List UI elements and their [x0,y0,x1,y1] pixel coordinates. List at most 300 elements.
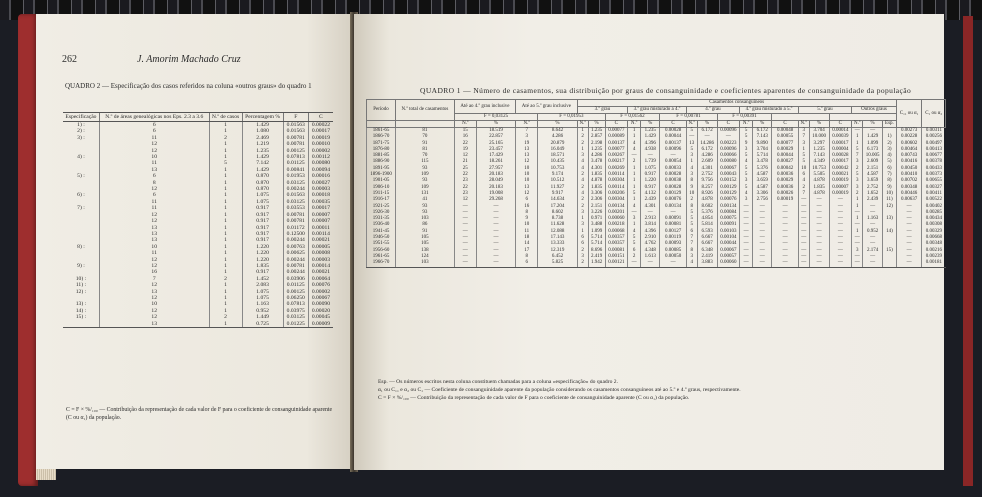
table-cell: — [641,260,660,267]
table-cell: 9.890 [753,141,772,147]
table-cell: 3.659 [863,178,883,184]
column-header: Percentagem % [242,113,283,122]
table-cell: — [772,222,798,228]
table-cell: 0.03975 [283,308,308,314]
table-cell: 20.879 [538,141,577,147]
table-cell: 0.00416 [896,159,922,165]
table-cell: 1 [577,216,588,222]
table-cell: — [686,134,697,140]
table-cell: 0.00080 [308,160,333,166]
table-cell: 0.00781 [283,212,308,218]
table-cell: — [798,248,809,254]
table-cell: 12 [99,218,209,224]
table-cell: 91 [396,141,455,147]
quadro-1-title: QUADRO 1 — Número de casamentos, sua distribuição por graus de consanguinidade e coeficientes aparentes de consanguinidade da população [420,86,912,95]
table-cell: 1 [209,308,242,314]
table-cell: — [798,229,809,235]
table-cell: 6 [798,172,809,178]
column-header: N.º [628,121,641,128]
table-cell [63,321,99,328]
table-cell: 0.00129 [717,185,740,191]
table-cell: — [896,210,922,216]
table-cell: 6) : [77,192,85,199]
table-cell: 0.00033 [660,166,686,172]
table-cell: 3.306 [753,191,772,197]
table-cell: — [772,216,798,222]
table-cell: 5) [882,159,896,165]
table-cell: — [454,260,476,267]
table-cell: 6.172 [697,147,717,153]
table-cell: 0.00125 [283,148,308,154]
table-cell: 6 [516,197,538,203]
table-cell: 4.396 [641,229,660,235]
table-cell: 0.917 [242,269,283,275]
table-cell: 0.00008 [308,250,333,256]
table-cell: — [852,260,863,267]
table-cell: 0.00017 [308,128,333,134]
table-cell: 16 [516,204,538,210]
table-cell: 0.01563 [283,128,308,134]
table-cell: 19 [516,141,538,147]
table-cell: — [772,254,798,260]
table-cell: 1.835 [242,263,283,269]
table-cell: — [863,254,883,260]
table-cell: 0.00014 [308,263,333,269]
table-cell: 11 [99,135,209,141]
table-cell: — [476,235,515,241]
table-cell: 16 [99,269,209,275]
table-cell: — [852,235,863,241]
table-cell: 9 [686,185,697,191]
quadro-1-table [366,99,946,268]
table-cell: 5.814 [697,222,717,228]
table-cell: 9.756 [697,178,717,184]
table-cell: 1 [209,269,242,275]
table-cell: — [896,204,922,210]
table-cell: 9 [516,216,538,222]
table-cell: 12 [516,191,538,197]
table-cell: 0.00137 [605,141,628,147]
table-cell: 1.075 [641,166,660,172]
table-cell: 0.00218 [605,222,628,228]
table-cell: — [829,254,852,260]
column-header: Até ao 5.º grau inclusive [516,100,577,114]
table-cell: 0.00028 [829,153,852,159]
table-cell: 0.00017 [829,141,852,147]
table-cell: 1 [209,186,242,192]
table-cell: 0.00007 [308,212,333,218]
table-cell: 1 [209,154,242,160]
table-cell: 4.286 [697,153,717,159]
table-cell: 138 [396,248,455,254]
table-row [367,128,946,135]
table-cell: 10.000 [809,134,829,140]
table-cell: — [476,241,515,247]
table-cell: 0.00028 [660,128,686,135]
table-cell: 1 [852,141,863,147]
table-cell: — [798,260,809,267]
table-cell: 109 [396,185,455,191]
table-cell: 1 [209,225,242,231]
table-cell: 8.602 [697,204,717,210]
table-cell: 10 [516,222,538,228]
table-cell: 0.00841 [283,167,308,173]
table-cell: 20.183 [476,172,515,178]
table-cell: 2 [628,159,641,165]
table-cell: 0.00057 [717,254,740,260]
table-cell: 0.00119 [660,235,686,241]
table-cell: 1966-70 [367,260,396,267]
table-cell: 5 [798,159,809,165]
table-cell: 6.173 [863,147,883,153]
table-cell: 9.917 [538,191,577,197]
table-cell: 0.00602 [896,141,922,147]
column-header: Esp. [882,121,896,128]
table-cell: 12) [882,204,896,210]
table-cell: 22 [454,172,476,178]
table-cell: 0.00625 [283,250,308,256]
table-cell: 7) : [77,205,85,212]
table-cell: 10 [516,172,538,178]
table-cell: 1951-55 [367,241,396,247]
table-cell: 4.396 [641,141,660,147]
table-cell: 0.00103 [717,229,740,235]
table-cell: — [660,153,686,159]
table-cell: 9 [740,141,753,147]
table-cell: 0.00026 [772,191,798,197]
table-cell: 11) : [75,282,87,289]
table-cell: 5 [686,147,697,153]
table-cell: 1.080 [242,128,283,134]
table-cell: 70 [396,153,455,159]
table-cell: 0.00763 [283,244,308,250]
table-cell: 17.204 [538,204,577,210]
table-cell: — [772,248,798,254]
table-cell: 0.952 [242,308,283,314]
table-cell: 4) : [77,154,85,161]
table-cell: 0.00329 [922,229,946,235]
table-cell: — [798,204,809,210]
table-cell: 0.00076 [308,282,333,288]
table-cell: — [896,260,922,267]
table-cell: 7 [852,153,863,159]
table-cell: 0.00043 [717,172,740,178]
table-cell: 0.00084 [717,210,740,216]
table-cell: 21 [454,159,476,165]
table-cell: 0.00091 [660,216,686,222]
table-cell: 1891-95 [367,166,396,172]
table-cell: 5 [740,166,753,172]
table-cell: 10) [882,191,896,197]
table-cell: 12 [99,186,209,192]
table-cell: 0.00311 [922,128,946,135]
table-cell: 2.752 [863,185,883,191]
table-cell: — [829,235,852,241]
table-cell: — [829,248,852,254]
table-cell: 2.469 [242,135,283,141]
table-cell: — [476,204,515,210]
table-cell: — [798,197,809,203]
table-cell: — [772,260,798,267]
table-cell: — [753,204,772,210]
table-cell: 3.704 [809,128,829,135]
table-cell: 20.183 [476,185,515,191]
table-cell: 2.439 [863,197,883,203]
column-header: Período [367,100,396,121]
table-cell: 0.00075 [717,216,740,222]
table-cell: 0.00244 [283,237,308,243]
table-cell: 0.00373 [922,172,946,178]
table-cell: 1.235 [809,147,829,153]
table-cell: 1 [209,199,242,205]
table-cell: 1931-35 [367,216,396,222]
table-cell: 1.429 [242,122,283,129]
table-cell: 2 [686,197,697,203]
table-cell: 0.00050 [660,254,686,260]
table-cell: 0.870 [242,180,283,186]
table-cell: 2.151 [863,166,883,172]
table-cell: 1.099 [588,229,605,235]
table-cell: 6.172 [753,128,772,135]
table-cell: 10.753 [809,166,829,172]
table-cell: 0.00080 [717,159,740,165]
table-cell: 12 [99,295,209,301]
table-cell: 0.00201 [605,210,628,216]
table-cell: 1 [628,197,641,203]
table-cell: 3.478 [753,159,772,165]
table-cell: 6 [99,173,209,179]
table-cell: 1 [798,147,809,153]
table-cell: 1.163 [242,301,283,307]
table-cell: 1) [882,134,896,140]
table-cell: 3 [852,248,863,254]
table-cell: 3 [686,254,697,260]
table-cell: 3 [852,159,863,165]
table-cell: 18.519 [476,128,515,135]
table-cell: — [753,229,772,235]
table-cell: 115 [396,159,455,165]
page-number: 262 [62,54,77,65]
table-cell: — [740,235,753,241]
table-cell: 0.00081 [660,222,686,228]
table-cell: 4 [577,159,588,165]
table-cell: 10.512 [538,178,577,184]
table-cell: — [863,210,883,216]
table-cell: 2.756 [753,197,772,203]
table-cell: — [829,260,852,267]
table-cell: 5 [852,147,863,153]
table-cell: 0.03125 [283,180,308,186]
table-cell: 12 [516,159,538,165]
table-cell: — [863,241,883,247]
table-cell: 1.449 [242,314,283,320]
column-header: % [588,121,605,128]
table-cell: 0.00411 [922,191,946,197]
table-cell: 3.883 [697,260,717,267]
table-cell: 0.00027 [308,180,333,186]
table-cell: 3) [882,147,896,153]
table-cell: 0.00090 [308,301,333,307]
f-value-header: F = 0,01953 [538,114,605,121]
column-header: N.º [798,121,809,128]
table-cell: 4 [628,147,641,153]
table-cell: 22 [454,141,476,147]
table-cell: 13 [686,141,697,147]
table-cell: 12) : [75,288,87,295]
table-cell: 1 [209,263,242,269]
table-cell: 1.075 [242,199,283,205]
table-cell: — [454,248,476,254]
f-value-header: F = 0,03125 [454,114,538,121]
table-cell: 1 [628,134,641,140]
quadro-1-notes [378,378,938,402]
table-cell: 0.00038 [660,178,686,184]
table-cell: — [863,260,883,267]
table-cell: 0.00137 [660,141,686,147]
table-cell: 0.00244 [283,269,308,275]
table-cell: — [829,229,852,235]
table-cell: 4.854 [697,216,717,222]
table-cell: 0.00066 [717,153,740,159]
table-cell: 1946-50 [367,235,396,241]
table-cell: 13 [516,147,538,153]
table-cell: 0.00027 [772,159,798,165]
table-cell: — [740,210,753,216]
column-header: C [308,113,333,122]
table-cell: 0.870 [242,173,283,179]
quadro-2-footnote: C = F × %/₁₀₀ — Contribuição da representação de cada valor de F para o coeficiente de consanguinidade aparente (C ou α₁) da população. [66,407,333,421]
table-cell: 4.762 [641,241,660,247]
table-cell: 1 [628,185,641,191]
table-cell: 12 [99,282,209,288]
table-cell: 11.927 [538,185,577,191]
table-cell: 13 [516,185,538,191]
table-cell: 0.00076 [717,197,740,203]
table-cell: 0.03125 [283,314,308,320]
table-cell: 3.226 [588,210,605,216]
column-header: N.º [577,121,588,128]
table-cell: 0.00228 [896,134,922,140]
table-cell: 6.348 [697,248,717,254]
table-cell: — [852,210,863,216]
column-header: C [772,121,798,128]
table-cell: — [740,204,753,210]
table-cell: 1 [209,148,242,154]
table-cell: — [809,260,829,267]
table-cell: 41 [396,197,455,203]
table-cell: — [809,197,829,203]
table-cell: 0.952 [863,229,883,235]
table-cell: 0.00743 [896,153,922,159]
table-cell: 10.005 [863,153,883,159]
table-cell: 9) : [77,262,85,269]
table-cell: 8) : [77,243,85,250]
table-cell: 0.917 [242,205,283,211]
table-cell: 0.00357 [605,235,628,241]
table-cell: 0.00134 [660,204,686,210]
table-cell: 17.143 [538,235,577,241]
table-cell: 6 [577,241,588,247]
table-cell: 4.878 [697,197,717,203]
table-cell: 1 [852,216,863,222]
note-line: α₁ ou C₁₁ e α₂ ou C₁ — Coeficiente de consanguinidade aparente da população considerando os casamentos consanguíneos até ao 5.º e 4.º graus, respectivamente. [378,387,741,393]
table-cell: 0.00781 [283,141,308,147]
table-cell: 0.01563 [283,122,308,129]
header-row [367,121,946,128]
table-cell: 1 [577,229,588,235]
table-cell: 1 [209,212,242,218]
table-cell: 0.00089 [605,134,628,140]
table-cell: 0.00007 [829,185,852,191]
table-cell: 81 [396,128,455,135]
table-cell: 4 [740,159,753,165]
table-cell: — [660,210,686,216]
table-cell: 131 [396,191,455,197]
column-header: C [829,121,852,128]
book-cover-left [18,14,38,486]
table-cell: 7 [516,128,538,135]
table-cell: 1 [852,229,863,235]
table-cell: 0.00096 [717,147,740,153]
table-cell: — [798,235,809,241]
table-cell: 5.714 [753,153,772,159]
column-header: C [605,121,628,128]
table-cell: — [896,229,922,235]
table-cell: 0.00413 [922,147,946,153]
table-cell: — [829,222,852,228]
table-cell: 0.917 [242,218,283,224]
table-cell: 0.00021 [308,237,333,243]
table-cell: 14 [516,241,538,247]
table-cell: 5 [740,128,753,135]
table-cell: 1.942 [588,260,605,267]
column-header: 3.º grau [577,107,628,114]
table-cell: 11 [99,160,209,166]
table-cell: 1886-90 [367,159,396,165]
table-cell: 4 [577,178,588,184]
table-cell: 3.488 [588,222,605,228]
table-cell: 0.00036 [772,172,798,178]
table-cell: — [829,241,852,247]
table-cell: 3.478 [588,159,605,165]
table-cell: 8.926 [697,191,717,197]
f-value-header: F = 0,01562 [605,114,660,121]
table-cell: 1 [209,301,242,307]
table-cell: 2.174 [863,248,883,254]
table-cell: — [809,210,829,216]
table-cell: — [863,128,883,135]
table-cell: 11) [882,197,896,203]
table-cell: 2 [852,166,863,172]
table-cell: 0.06250 [283,295,308,301]
table-cell: 4 [686,166,697,172]
table-cell: 0.00781 [283,263,308,269]
table-cell: 7.143 [753,134,772,140]
table-cell: 6 [686,229,697,235]
table-cell: 3 [852,178,863,184]
table-cell: 1866-70 [367,134,396,140]
table-cell: 1.613 [641,254,660,260]
table-cell: 0.00003 [308,186,333,192]
table-cell: 16 [454,134,476,140]
table-cell: 13 [99,167,209,173]
table-cell: 1 [852,134,863,140]
table-cell: 1 [686,159,697,165]
table-cell: 0.00127 [660,229,686,235]
table-cell: 13.333 [538,241,577,247]
table-cell: 2.419 [588,254,605,260]
table-cell: 1) : [77,122,85,128]
